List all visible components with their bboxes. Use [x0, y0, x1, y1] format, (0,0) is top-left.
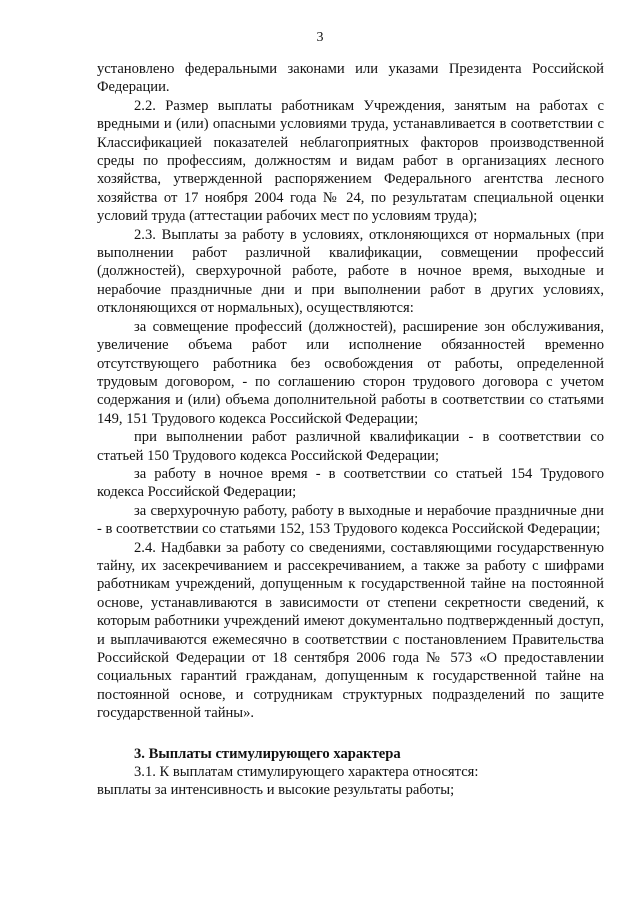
paragraph-overtime-work: за сверхурочную работу, работу в выходные и нерабочие праздничные дни - в соответствии со статьями 152, 153 Трудового кодекса Российской Федерации;: [97, 502, 604, 538]
paragraph-2-4: 2.4. Надбавки за работу со сведениями, составляющими государственную тайну, их засекречиванием и рассекречиванием, а также за работу с шифрами работникам учреждений, допущенным к государственной тайне на постоянной основе, устанавливаются в зависимости от степени секретности сведений, к которым работники учреждений имеют документально подтвержденный доступ, и выплачиваются ежемесячно в соответствии с постановлением Правительства Российской Федерации от 18 сентября 2006 года № 573 «О предоставлении социальных гарантий гражданам, допущенным к государственной тайне на постоянной основе, и сотрудникам структурных подразделений по защите государственной тайны».: [97, 539, 604, 722]
section-line-intensity: выплаты за интенсивность и высокие результаты работы;: [97, 782, 455, 799]
document-body: [97, 60, 604, 800]
paragraph-different-qualification: при выполнении работ различной квалификации - в соответствии со статьей 150 Трудового кодекса Российской Федерации;: [97, 429, 604, 464]
paragraph-night-work: за работу в ночное время - в соответствии со статьей 154 Трудового кодекса Российской Федерации;: [97, 465, 604, 501]
paragraph-combination-of-professions: за совмещение профессий (должностей), расширение зон обслуживания, увеличение объема работ или исполнение обязанностей временно отсутствующего работника без освобождения от работы, определенной трудовым договором, - по соглашению сторон трудового договора с учетом содержания и (или) объема дополнительной работы в соответствии со статьями 149, 151 Трудового кодекса Российской Федерации;: [97, 318, 604, 427]
paragraph-2-2: 2.2. Размер выплаты работникам Учреждения, занятым на работах с вредными и (или) опасными условиями труда, устанавливается в соответствии с Классификацией показателей неблагоприятных факторов производственной среды по профессиям, должностям и видам работ в организациях лесного хозяйства, утвержденной распоряжением Федерального агентства лесного хозяйства от 17 ноября 2004 года № 24, по результатам специальной оценки условий труда (аттестации рабочих мест по условиям труда);: [97, 97, 604, 225]
paragraph-continuation: установлено федеральными законами или указами Президента Российской Федерации.: [97, 61, 604, 96]
section-heading: 3. Выплаты стимулирующего характера: [134, 745, 401, 762]
section-line-3-1: 3.1. К выплатам стимулирующего характера относятся:: [134, 764, 479, 781]
page-number: 3: [316, 30, 324, 45]
paragraph-2-3: 2.3. Выплаты за работу в условиях, отклоняющихся от нормальных (при выполнении работ различной квалификации, совмещении профессий (должностей), сверхурочной работе, работе в ночное время, выходные и нерабочие праздничные дни и при выполнении работ в других условиях, отклоняющихся от нормальных), осуществляются:: [97, 226, 604, 317]
